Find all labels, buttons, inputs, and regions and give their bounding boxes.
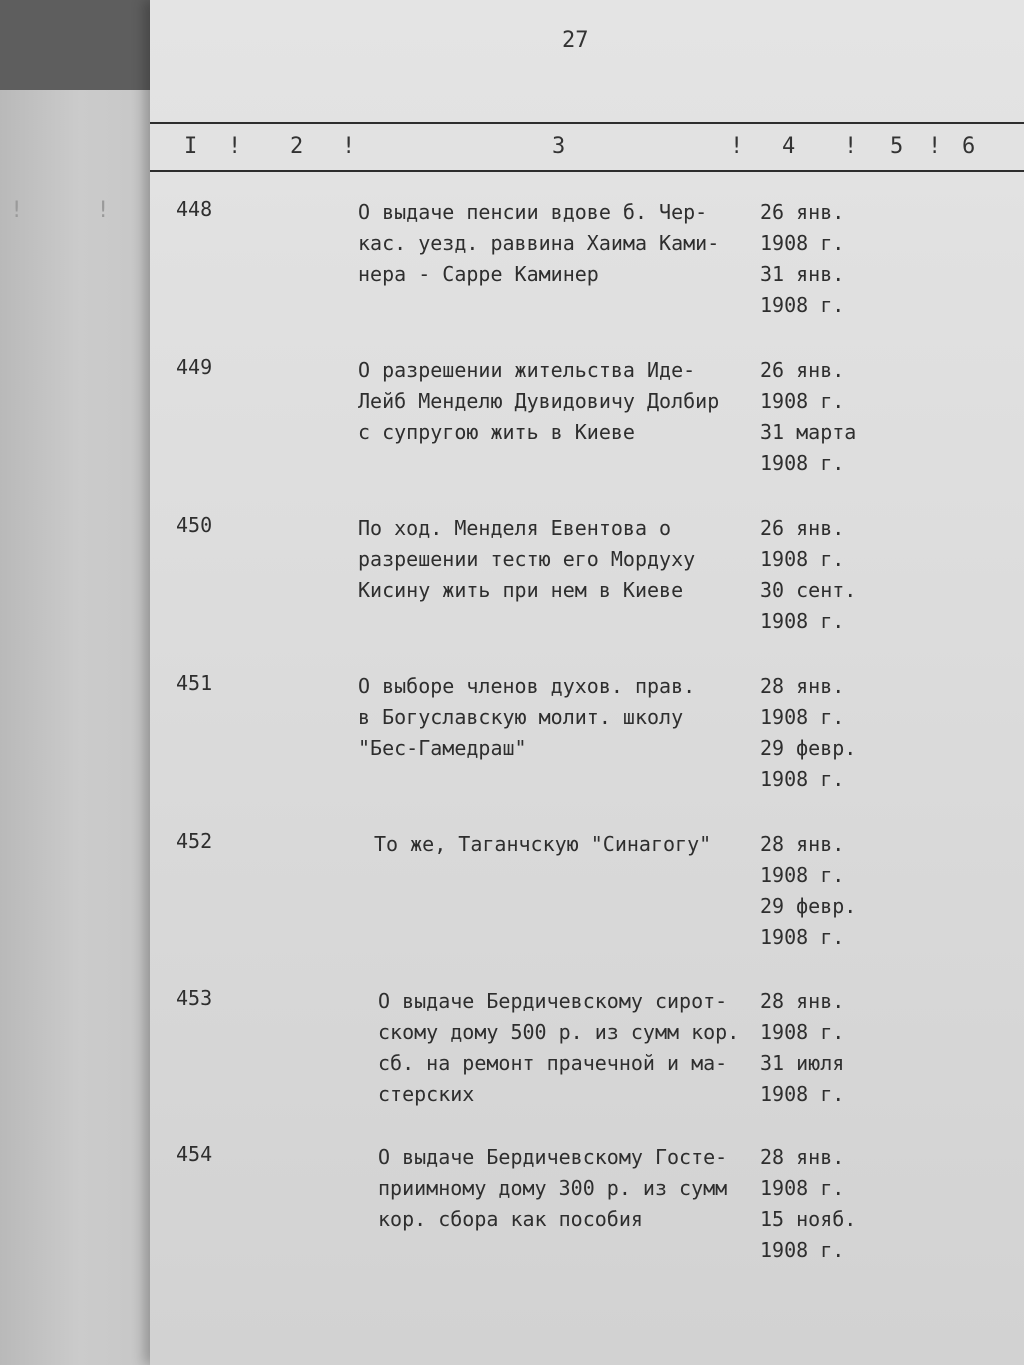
row-dates	[760, 986, 844, 1110]
date-line: 15 нояб.	[760, 1207, 857, 1231]
date-line: 28 янв.	[760, 674, 845, 698]
row-number: 448	[176, 197, 213, 221]
date-line: 1908 г.	[760, 231, 845, 255]
description-line: приимному дому 300 р. из сумм	[378, 1176, 728, 1200]
date-line: 29 февр.	[760, 736, 857, 760]
description-line: О выдаче пенсии вдове б. Чер-	[358, 200, 708, 224]
date-line: 26 янв.	[760, 516, 845, 540]
date-line: 1908 г.	[760, 389, 845, 413]
row-number: 449	[176, 355, 213, 379]
date-line: 1908 г.	[760, 547, 845, 571]
date-line: 1908 г.	[760, 705, 845, 729]
description-line: скому дому 500 р. из сумм кор.	[378, 1020, 740, 1044]
description-line: О выдаче Бердичевскому сирот-	[378, 989, 728, 1013]
row-number: 450	[176, 513, 213, 537]
row-number: 453	[176, 986, 213, 1010]
row-dates	[760, 513, 856, 637]
date-line: 31 янв.	[760, 262, 845, 286]
date-line: 26 янв.	[760, 200, 845, 224]
column-header-2: 2	[290, 134, 304, 159]
description-line: кор. сбора как пособия	[378, 1207, 643, 1231]
column-header-1: I	[184, 134, 198, 159]
row-dates	[760, 1142, 856, 1266]
description-line: Кисину жить при нем в Киеве	[358, 578, 684, 602]
date-line: 1908 г.	[760, 293, 845, 317]
description-line: с супругою жить в Киеве	[358, 420, 635, 444]
row-description	[358, 197, 753, 290]
column-separator: !	[228, 134, 242, 159]
row-description	[358, 513, 753, 606]
date-line: 28 янв.	[760, 832, 845, 856]
date-line: 26 янв.	[760, 358, 845, 382]
column-separator: !	[730, 134, 744, 159]
description-line: нера - Сарре Каминер	[358, 262, 599, 286]
date-line: 1908 г.	[760, 451, 845, 475]
description-line: О разрешении жительства Иде-	[358, 358, 696, 382]
row-description	[358, 355, 753, 448]
date-line: 1908 г.	[760, 767, 845, 791]
date-line: 1908 г.	[760, 609, 845, 633]
date-line: 1908 г.	[760, 1238, 845, 1262]
row-dates	[760, 671, 856, 795]
column-separator: !	[342, 134, 356, 159]
description-line: разрешении тестю его Мордуху	[358, 547, 696, 571]
header-top-rule	[150, 122, 1024, 124]
date-line: 28 янв.	[760, 1145, 845, 1169]
date-line: 1908 г.	[760, 1082, 845, 1106]
column-separator: !	[928, 134, 942, 159]
row-dates	[760, 355, 856, 479]
column-header-3: 3	[552, 134, 566, 159]
column-separator: !	[844, 134, 858, 159]
description-line: кас. уезд. раввина Хаима Ками-	[358, 231, 720, 255]
date-line: 31 марта	[760, 420, 857, 444]
row-dates	[760, 829, 856, 953]
description-line: Лейб Менделю Дувидовичу Долбир	[358, 389, 720, 413]
row-description	[378, 1142, 773, 1235]
date-line: 1908 г.	[760, 863, 845, 887]
row-description	[378, 986, 773, 1110]
row-description	[358, 671, 753, 764]
date-line: 28 янв.	[760, 989, 845, 1013]
description-line: О выборе членов духов. прав.	[358, 674, 696, 698]
description-line: сб. на ремонт прачечной и ма-	[378, 1051, 728, 1075]
date-line: 1908 г.	[760, 925, 845, 949]
date-line: 1908 г.	[760, 1020, 845, 1044]
date-line: 29 февр.	[760, 894, 857, 918]
description-line: По ход. Менделя Евентова о	[358, 516, 672, 540]
page-number: 27	[562, 28, 589, 53]
column-header-6: 6	[962, 134, 976, 159]
row-number: 451	[176, 671, 213, 695]
date-line: 31 июля	[760, 1051, 845, 1075]
row-description	[374, 829, 769, 860]
date-line: 1908 г.	[760, 1176, 845, 1200]
description-line: в Богуславскую молит. школу	[358, 705, 684, 729]
underlying-page-marks: ! !	[10, 198, 140, 223]
description-line: То же, Таганчскую "Синагогу"	[374, 832, 712, 856]
header-bottom-rule	[150, 170, 1024, 172]
row-dates	[760, 197, 844, 321]
document-page	[150, 0, 1024, 1365]
description-line: стерских	[378, 1082, 475, 1106]
row-number: 452	[176, 829, 213, 853]
description-line: О выдаче Бердичевскому Госте-	[378, 1145, 728, 1169]
column-header-4: 4	[782, 134, 796, 159]
row-number: 454	[176, 1142, 213, 1166]
column-header-5: 5	[890, 134, 904, 159]
date-line: 30 сент.	[760, 578, 857, 602]
description-line: "Бес-Гамедраш"	[358, 736, 527, 760]
